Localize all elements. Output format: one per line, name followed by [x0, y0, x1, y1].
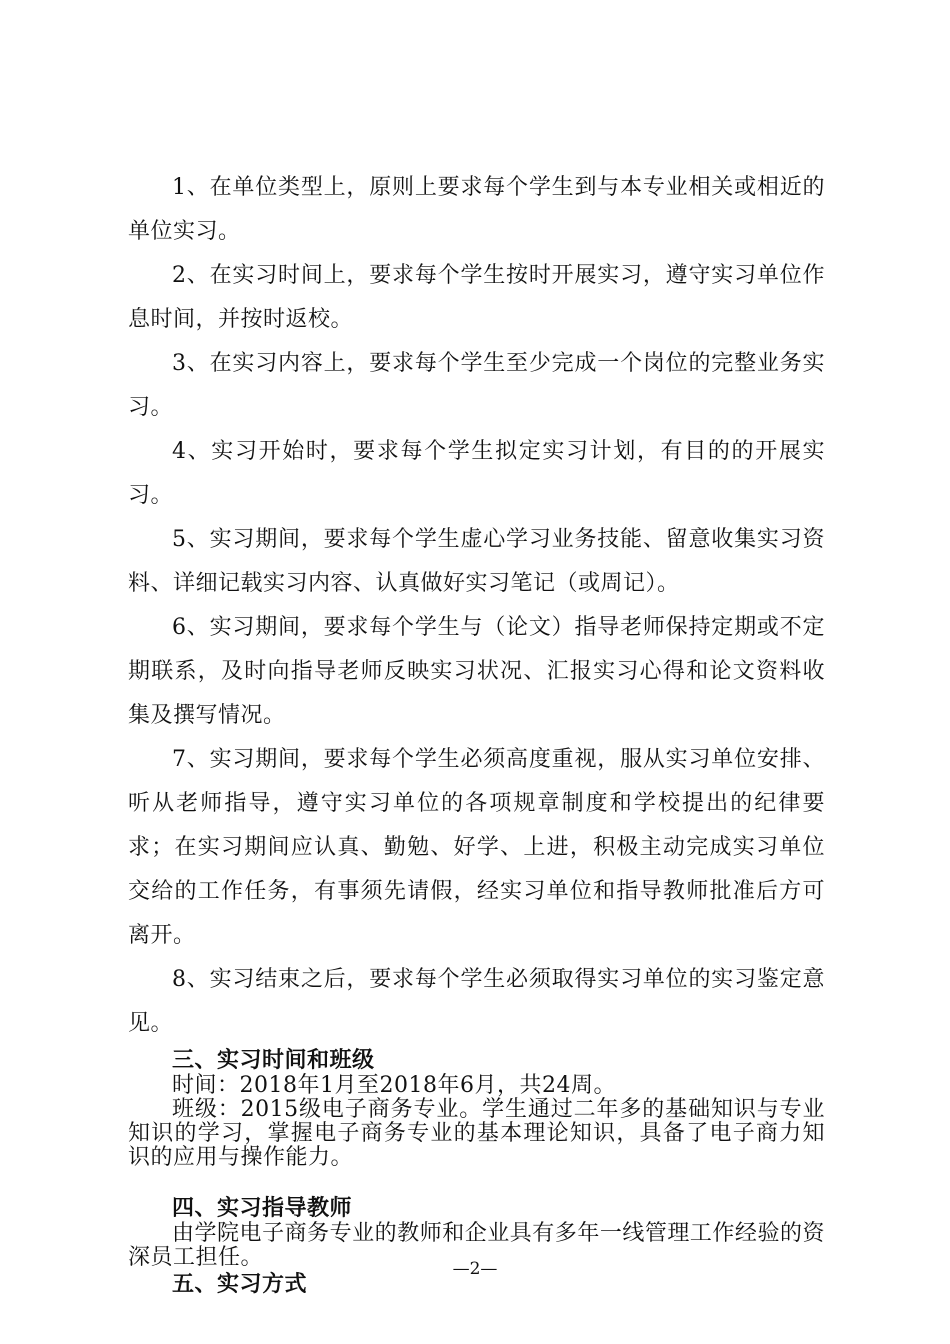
requirement-paragraph-4: 4、实习开始时，要求每个学生拟定实习计划，有目的的开展实习。	[128, 439, 825, 508]
internship-time: 时间：2018年1月至2018年6月，共24周。	[172, 1073, 616, 1098]
section-4-heading: 四、实习指导教师	[172, 1195, 353, 1221]
instructor-description: 由学院电子商务专业的教师和企业具有多年一线管理工作经验的资深员工担任。	[128, 1221, 825, 1270]
section-5-heading: 五、实习方式	[172, 1271, 308, 1297]
document-body	[128, 166, 825, 1298]
requirement-paragraph-6: 6、实习期间，要求每个学生与（论文）指导老师保持定期或不定期联系，及时向指导老师反映实习状况、汇报实习心得和论文资料收集及撰写情况。	[128, 615, 825, 728]
internship-class: 班级：2015级电子商务专业。学生通过二年多的基础知识与专业知识的学习，掌握电子商务专业的基本理论知识，具备了电子商力知识的应用与操作能力。	[128, 1097, 825, 1170]
requirement-paragraph-3: 3、在实习内容上，要求每个学生至少完成一个岗位的完整业务实习。	[128, 351, 825, 420]
section-3-heading: 三、实习时间和班级	[172, 1047, 375, 1073]
page-number: —2—	[452, 1259, 498, 1279]
section-spacer	[128, 1170, 825, 1194]
requirement-paragraph-5: 5、实习期间，要求每个学生虚心学习业务技能、留意收集实习资料、详细记载实习内容、认真做好实习笔记（或周记）。	[128, 527, 825, 596]
requirement-paragraph-2: 2、在实习时间上，要求每个学生按时开展实习，遵守实习单位作息时间，并按时返校。	[128, 263, 825, 332]
requirement-paragraph-1: 1、在单位类型上，原则上要求每个学生到与本专业相关或相近的单位实习。	[128, 175, 825, 244]
requirement-paragraph-7: 7、实习期间，要求每个学生必须高度重视，服从实习单位安排、听从老师指导，遵守实习单位的各项规章制度和学校提出的纪律要求；在实习期间应认真、勤勉、好学、上进，积极主动完成实习单位交给的工作任务，有事须先请假，经实习单位和指导教师批准后方可离开。	[128, 747, 825, 948]
requirement-paragraph-8: 8、实习结束之后，要求每个学生必须取得实习单位的实习鉴定意见。	[128, 967, 825, 1036]
